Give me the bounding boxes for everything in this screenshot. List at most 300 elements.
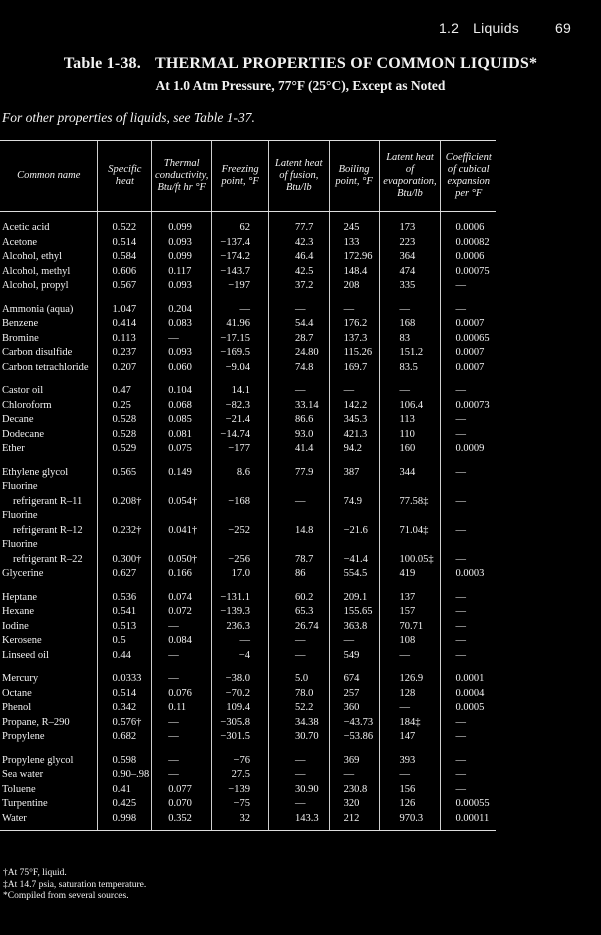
cell-common-name: Castor oil: [2, 385, 44, 396]
cell-latent-heat-evaporation: 126.9: [379, 672, 441, 687]
cell-boiling-point: 421.3: [329, 428, 379, 443]
cell-specific-heat: 0.606: [98, 265, 152, 280]
cell-freezing-point: −38.0: [212, 672, 269, 687]
table-row: [0, 384, 496, 399]
cell-latent-heat-fusion: 5.0: [268, 672, 329, 687]
spacer-cell: [379, 457, 441, 466]
cell-specific-heat: 0.47: [98, 384, 152, 399]
cell-cubical-expansion: —: [441, 620, 496, 635]
cell-cubical-expansion: 0.0009: [441, 442, 496, 457]
cell-specific-heat: 0.25: [98, 399, 152, 414]
spacer-cell: [0, 294, 98, 303]
cell-latent-heat-evaporation: 970.3: [379, 812, 441, 827]
cell-specific-heat: 0.208†: [98, 495, 152, 510]
spacer-cell: [0, 826, 98, 831]
cell-empty: [212, 509, 269, 524]
cell-latent-heat-fusion: 30.90: [268, 783, 329, 798]
cell-latent-heat-evaporation: 474: [379, 265, 441, 280]
cell-cubical-expansion: —: [441, 605, 496, 620]
spacer-cell: [441, 294, 496, 303]
cell-empty: [98, 480, 152, 495]
cell-freezing-point: 62: [212, 221, 269, 236]
table-row: [0, 303, 496, 318]
cell-freezing-point: −256: [212, 553, 269, 568]
cell-thermal-conductivity: 0.083: [152, 317, 212, 332]
cell-boiling-point: −53.86: [329, 730, 379, 745]
spacer-cell: [329, 745, 379, 754]
section-title: Liquids: [473, 20, 519, 36]
cell-empty: [212, 538, 269, 553]
cell-latent-heat-evaporation: 393: [379, 754, 441, 769]
table-row: [0, 730, 496, 745]
spacer-cell: [329, 826, 379, 831]
table-row: [0, 361, 496, 376]
cell-common-name: Bromine: [2, 332, 39, 344]
cell-specific-heat: 0.536: [98, 591, 152, 606]
cell-thermal-conductivity: —: [152, 620, 212, 635]
cell-specific-heat: 0.522: [98, 221, 152, 236]
cell-freezing-point: −139.3: [212, 605, 269, 620]
cell-empty: [379, 480, 441, 495]
table-row: [0, 250, 496, 265]
column-header-cubical-expansion: Coefficient of cubical expansion per °F: [441, 141, 496, 212]
cell-freezing-point: −82.3: [212, 399, 269, 414]
cell-thermal-conductivity: —: [152, 649, 212, 664]
cell-cubical-expansion: —: [441, 495, 496, 510]
table-row: [0, 399, 496, 414]
cell-cubical-expansion: 0.00065: [441, 332, 496, 347]
spacer-cell: [152, 294, 212, 303]
cell-common-name: Alcohol, methyl: [2, 265, 71, 277]
cell-boiling-point: 148.4: [329, 265, 379, 280]
spacer-cell: [98, 375, 152, 384]
cell-cubical-expansion: 0.0001: [441, 672, 496, 687]
cell-empty: [152, 538, 212, 553]
cell-freezing-point: 27.5: [212, 768, 269, 783]
cell-latent-heat-evaporation: 364: [379, 250, 441, 265]
cell-latent-heat-fusion: 42.5: [268, 265, 329, 280]
cell-empty: [379, 509, 441, 524]
column-header-specific-heat: Specific heat: [98, 141, 152, 212]
cell-common-name: Iodine: [2, 620, 29, 632]
cell-thermal-conductivity: 0.076: [152, 687, 212, 702]
group-spacer: [0, 212, 496, 222]
cell-cubical-expansion: —: [441, 466, 496, 481]
cell-latent-heat-fusion: 33.14: [268, 399, 329, 414]
spacer-cell: [152, 745, 212, 754]
table-row: [0, 524, 496, 539]
cell-freezing-point: 8.6: [212, 466, 269, 481]
cell-thermal-conductivity: 0.117: [152, 265, 212, 280]
cell-empty: [379, 538, 441, 553]
table-row-name-line: [0, 509, 496, 524]
spacer-cell: [268, 582, 329, 591]
spacer-cell: [379, 663, 441, 672]
cell-freezing-point: −17.15: [212, 332, 269, 347]
cell-empty: [268, 509, 329, 524]
spacer-cell: [212, 212, 269, 222]
cell-empty: [329, 509, 379, 524]
cell-thermal-conductivity: 0.204: [152, 303, 212, 318]
cell-latent-heat-fusion: 41.4: [268, 442, 329, 457]
cell-latent-heat-fusion: 52.2: [268, 701, 329, 716]
group-spacer: [0, 663, 496, 672]
cell-freezing-point: 41.96: [212, 317, 269, 332]
cell-cubical-expansion: —: [441, 553, 496, 568]
cell-cubical-expansion: —: [441, 730, 496, 745]
cell-specific-heat: 0.414: [98, 317, 152, 332]
cell-latent-heat-evaporation: 168: [379, 317, 441, 332]
cell-specific-heat: 0.44: [98, 649, 152, 664]
cell-latent-heat-fusion: 86: [268, 567, 329, 582]
cell-cubical-expansion: 0.0006: [441, 250, 496, 265]
table-row: [0, 221, 496, 236]
cell-boiling-point: 387: [329, 466, 379, 481]
cell-freezing-point: −76: [212, 754, 269, 769]
cell-empty: [329, 538, 379, 553]
cell-common-name: Alcohol, ethyl: [2, 251, 63, 262]
spacer-cell: [152, 826, 212, 831]
cell-latent-heat-evaporation: —: [379, 701, 441, 716]
cell-specific-heat: 0.342: [98, 701, 152, 716]
cell-empty: [152, 480, 212, 495]
cell-latent-heat-evaporation: 156: [379, 783, 441, 798]
cell-common-name: Acetic acid: [2, 222, 50, 233]
section-number: 1.2: [439, 20, 460, 36]
cell-boiling-point: 142.2: [329, 399, 379, 414]
cell-common-name: Glycerine: [2, 568, 44, 579]
cell-boiling-point: 320: [329, 797, 379, 812]
cell-thermal-conductivity: 0.050†: [152, 553, 212, 568]
spacer-cell: [379, 212, 441, 222]
cell-common-name: Octane: [2, 687, 32, 699]
cell-empty: [441, 509, 496, 524]
cell-latent-heat-fusion: 14.8: [268, 524, 329, 539]
cell-freezing-point: −131.1: [212, 591, 269, 606]
cell-specific-heat: 1.047: [98, 303, 152, 318]
cell-freezing-point: −143.7: [212, 265, 269, 280]
group-spacer: [0, 745, 496, 754]
cell-latent-heat-fusion: 37.2: [268, 279, 329, 294]
cell-empty: [98, 538, 152, 553]
cell-thermal-conductivity: 0.081: [152, 428, 212, 443]
cell-cubical-expansion: 0.0005: [441, 701, 496, 716]
cell-thermal-conductivity: 0.352: [152, 812, 212, 827]
table-row: [0, 346, 496, 361]
table-body: [0, 212, 496, 831]
spacer-cell: [329, 457, 379, 466]
cell-common-name: Dodecane: [2, 428, 44, 440]
spacer-cell: [379, 826, 441, 831]
cell-empty: [268, 480, 329, 495]
spacer-cell: [152, 457, 212, 466]
spacer-cell: [268, 457, 329, 466]
cell-thermal-conductivity: 0.085: [152, 413, 212, 428]
cell-cubical-expansion: —: [441, 783, 496, 798]
table-row: [0, 605, 496, 620]
cell-thermal-conductivity: 0.084: [152, 634, 212, 649]
table-row-name-line: [0, 480, 496, 495]
cell-common-name: Water: [2, 812, 27, 824]
table-row: [0, 672, 496, 687]
cell-freezing-point: −4: [212, 649, 269, 664]
cell-latent-heat-fusion: 54.4: [268, 317, 329, 332]
cell-common-name: Mercury: [2, 673, 39, 684]
cell-cubical-expansion: 0.0004: [441, 687, 496, 702]
cell-boiling-point: 74.9: [329, 495, 379, 510]
cell-common-name: Propylene: [2, 731, 45, 742]
group-spacer: [0, 826, 496, 831]
cell-latent-heat-evaporation: 137: [379, 591, 441, 606]
cell-thermal-conductivity: 0.093: [152, 346, 212, 361]
cell-latent-heat-evaporation: —: [379, 649, 441, 664]
spacer-cell: [441, 745, 496, 754]
cell-latent-heat-evaporation: 157: [379, 605, 441, 620]
cell-specific-heat: 0.90–.98: [98, 768, 152, 783]
table-row: [0, 649, 496, 664]
spacer-cell: [268, 212, 329, 222]
cell-thermal-conductivity: —: [152, 730, 212, 745]
cell-common-name-continuation: refrigerant R–12: [13, 524, 83, 536]
table-row-name-line: [0, 538, 496, 553]
spacer-cell: [98, 457, 152, 466]
table-row: [0, 279, 496, 294]
spacer-cell: [212, 294, 269, 303]
table-row: [0, 553, 496, 568]
cell-boiling-point: 155.65: [329, 605, 379, 620]
cell-boiling-point: —: [329, 303, 379, 318]
table-row: [0, 265, 496, 280]
cell-boiling-point: 245: [329, 221, 379, 236]
spacer-cell: [329, 294, 379, 303]
cell-cubical-expansion: —: [441, 524, 496, 539]
cell-freezing-point: —: [212, 634, 269, 649]
cell-cubical-expansion: 0.00073: [441, 399, 496, 414]
cell-thermal-conductivity: 0.054†: [152, 495, 212, 510]
spacer-cell: [379, 294, 441, 303]
cell-common-name-continuation: refrigerant R–11: [13, 495, 83, 507]
cell-thermal-conductivity: 0.075: [152, 442, 212, 457]
cell-common-name: Alcohol, propyl: [2, 280, 69, 291]
cell-specific-heat: 0.514: [98, 236, 152, 251]
cell-boiling-point: 369: [329, 754, 379, 769]
cell-latent-heat-fusion: 74.8: [268, 361, 329, 376]
table-row: [0, 716, 496, 731]
cell-latent-heat-evaporation: 113: [379, 413, 441, 428]
spacer-cell: [212, 457, 269, 466]
spacer-cell: [441, 826, 496, 831]
cell-latent-heat-evaporation: 151.2: [379, 346, 441, 361]
cell-latent-heat-fusion: —: [268, 303, 329, 318]
group-spacer: [0, 582, 496, 591]
cell-latent-heat-fusion: 77.7: [268, 221, 329, 236]
cell-common-name: Ether: [2, 443, 25, 454]
column-header-latent-heat-fusion: Latent heat of fusion, Btu/lb: [268, 141, 329, 212]
cell-latent-heat-evaporation: 77.58‡: [379, 495, 441, 510]
cell-boiling-point: —: [329, 384, 379, 399]
table-title-text: THERMAL PROPERTIES OF COMMON LIQUIDS*: [154, 55, 538, 72]
cell-specific-heat: 0.541: [98, 605, 152, 620]
cell-cubical-expansion: 0.00011: [441, 812, 496, 827]
thermal-properties-table: [0, 140, 496, 831]
spacer-cell: [268, 375, 329, 384]
cell-cubical-expansion: 0.0007: [441, 346, 496, 361]
table-row: [0, 783, 496, 798]
cell-latent-heat-evaporation: 126: [379, 797, 441, 812]
cell-boiling-point: −43.73: [329, 716, 379, 731]
cell-thermal-conductivity: 0.070: [152, 797, 212, 812]
table-row: [0, 495, 496, 510]
spacer-cell: [152, 375, 212, 384]
spacer-cell: [441, 457, 496, 466]
table-row: [0, 236, 496, 251]
cell-freezing-point: 32: [212, 812, 269, 827]
cell-boiling-point: 360: [329, 701, 379, 716]
cell-boiling-point: —: [329, 768, 379, 783]
spacer-cell: [212, 582, 269, 591]
cell-freezing-point: 14.1: [212, 384, 269, 399]
cell-common-name: Toluene: [2, 783, 36, 795]
table-row: [0, 634, 496, 649]
spacer-cell: [268, 826, 329, 831]
column-header-freezing-point: Freezing point, °F: [212, 141, 269, 212]
column-header-common-name: Common name: [0, 141, 98, 212]
cell-latent-heat-evaporation: —: [379, 384, 441, 399]
cell-specific-heat: 0.682: [98, 730, 152, 745]
cell-boiling-point: 137.3: [329, 332, 379, 347]
cell-thermal-conductivity: 0.060: [152, 361, 212, 376]
cell-common-name: Ethylene glycol: [2, 466, 69, 478]
cell-thermal-conductivity: —: [152, 716, 212, 731]
table-row: [0, 442, 496, 457]
spacer-cell: [98, 745, 152, 754]
cell-latent-heat-fusion: 65.3: [268, 605, 329, 620]
table-row: [0, 797, 496, 812]
column-header-boiling-point: Boiling point, °F: [329, 141, 379, 212]
cell-common-name: Kerosene: [2, 635, 42, 646]
cell-boiling-point: 363.8: [329, 620, 379, 635]
cell-specific-heat: 0.514: [98, 687, 152, 702]
cell-common-name: Phenol: [2, 702, 32, 713]
cell-thermal-conductivity: 0.093: [152, 236, 212, 251]
cell-thermal-conductivity: 0.068: [152, 399, 212, 414]
cell-latent-heat-fusion: 30.70: [268, 730, 329, 745]
table-row: [0, 413, 496, 428]
spacer-cell: [98, 212, 152, 222]
cell-latent-heat-fusion: 78.0: [268, 687, 329, 702]
spacer-cell: [441, 663, 496, 672]
cell-specific-heat: 0.528: [98, 428, 152, 443]
spacer-cell: [152, 212, 212, 222]
cell-latent-heat-fusion: —: [268, 754, 329, 769]
table-row: [0, 317, 496, 332]
spacer-cell: [0, 745, 98, 754]
cell-latent-heat-fusion: —: [268, 495, 329, 510]
cross-reference-note: For other properties of liquids, see Table 1-37.: [2, 110, 255, 125]
cell-latent-heat-evaporation: 147: [379, 730, 441, 745]
cell-freezing-point: −139: [212, 783, 269, 798]
cell-boiling-point: 212: [329, 812, 379, 827]
page-number: 69: [555, 20, 571, 36]
cell-specific-heat: 0.529: [98, 442, 152, 457]
cell-freezing-point: −301.5: [212, 730, 269, 745]
table-row: [0, 687, 496, 702]
cell-empty: [268, 538, 329, 553]
cell-freezing-point: 236.3: [212, 620, 269, 635]
table-row: [0, 701, 496, 716]
cell-latent-heat-evaporation: 419: [379, 567, 441, 582]
cell-boiling-point: −21.6: [329, 524, 379, 539]
cell-latent-heat-evaporation: 106.4: [379, 399, 441, 414]
cell-latent-heat-evaporation: 173: [379, 221, 441, 236]
cell-thermal-conductivity: 0.099: [152, 221, 212, 236]
cell-latent-heat-evaporation: 71.04‡: [379, 524, 441, 539]
cell-latent-heat-evaporation: 184‡: [379, 716, 441, 731]
cell-freezing-point: −14.74: [212, 428, 269, 443]
cell-specific-heat: 0.513: [98, 620, 152, 635]
cell-thermal-conductivity: —: [152, 754, 212, 769]
cell-empty: [212, 480, 269, 495]
cell-thermal-conductivity: 0.093: [152, 279, 212, 294]
cell-common-name: Acetone: [2, 236, 37, 248]
table-row: [0, 332, 496, 347]
cell-thermal-conductivity: —: [152, 672, 212, 687]
cell-latent-heat-fusion: 60.2: [268, 591, 329, 606]
cell-common-name: Heptane: [2, 591, 37, 603]
cell-boiling-point: 549: [329, 649, 379, 664]
cell-cubical-expansion: —: [441, 591, 496, 606]
spacer-cell: [268, 745, 329, 754]
spacer-cell: [329, 212, 379, 222]
cell-specific-heat: 0.5: [98, 634, 152, 649]
cell-boiling-point: −41.4: [329, 553, 379, 568]
cell-latent-heat-evaporation: —: [379, 768, 441, 783]
cell-specific-heat: 0.113: [98, 332, 152, 347]
cell-freezing-point: −70.2: [212, 687, 269, 702]
cell-thermal-conductivity: 0.11: [152, 701, 212, 716]
spacer-cell: [379, 582, 441, 591]
cell-latent-heat-fusion: 24.80: [268, 346, 329, 361]
cell-freezing-point: −305.8: [212, 716, 269, 731]
cell-boiling-point: 208: [329, 279, 379, 294]
cell-latent-heat-fusion: 93.0: [268, 428, 329, 443]
cell-common-name: Chloroform: [2, 399, 52, 411]
cell-freezing-point: −9.04: [212, 361, 269, 376]
spacer-cell: [441, 375, 496, 384]
cell-freezing-point: −168: [212, 495, 269, 510]
cell-boiling-point: 133: [329, 236, 379, 251]
cell-latent-heat-fusion: —: [268, 797, 329, 812]
cell-boiling-point: —: [329, 634, 379, 649]
cell-cubical-expansion: —: [441, 384, 496, 399]
cell-latent-heat-evaporation: 70.71: [379, 620, 441, 635]
spacer-cell: [0, 212, 98, 222]
table-row: [0, 466, 496, 481]
cell-latent-heat-fusion: —: [268, 634, 329, 649]
footnote-double-dagger: ‡At 14.7 psia, saturation temperature.: [3, 879, 147, 890]
cell-specific-heat: 0.567: [98, 279, 152, 294]
cell-thermal-conductivity: —: [152, 332, 212, 347]
cell-common-name: Linseed oil: [2, 649, 49, 661]
table-row: [0, 620, 496, 635]
cell-latent-heat-fusion: 143.3: [268, 812, 329, 827]
table-row: [0, 768, 496, 783]
cell-latent-heat-fusion: 77.9: [268, 466, 329, 481]
cell-thermal-conductivity: 0.166: [152, 567, 212, 582]
cell-freezing-point: −169.5: [212, 346, 269, 361]
cell-boiling-point: 257: [329, 687, 379, 702]
cell-empty: [329, 480, 379, 495]
